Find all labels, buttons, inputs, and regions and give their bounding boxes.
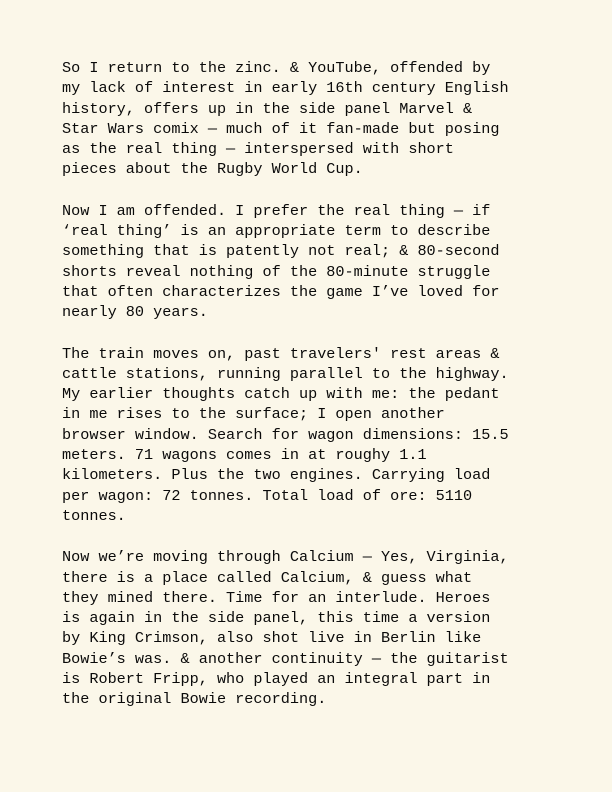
paragraph-calcium-interlude: Now we’re moving through Calcium — Yes, Virginia, there is a place called Calcium, & guess what they mined there. Time for an interlude. Heroes is again in the side panel, this time a version by King Crimson, also shot live in Berlin like Bowie’s was. & another continuity — the guitarist is Robert Fripp, who played an integral part in the original Bowie recording. — [62, 548, 509, 709]
paragraph-real-thing: Now I am offended. I prefer the real thing — if ‘real thing’ is an appropriate term to describe something that is patently not real; & 80-second shorts reveal nothing of the 80-minute struggle that often characterizes the game I’ve loved for nearly 80 years. — [62, 201, 500, 322]
body-text — [62, 58, 552, 731]
paragraph-zinc-youtube: So I return to the zinc. & YouTube, offended by my lack of interest in early 16th century English history, offers up in the side panel Marvel & Star Wars comix — much of it fan-made but posing as the real thing — interspersed with short pieces about the Rugby World Cup. — [62, 59, 509, 179]
paragraph-train-wagons: The train moves on, past travelers' rest areas & cattle stations, running parallel to the highway. My earlier thoughts catch up with me: the pedant in me rises to the surface; I open another browser window. Search for wagon dimensions: 15.5 meters. 71 wagons comes in at roughy 1.1 kilometers. Plus the two engines. Carrying load per wagon: 72 tonnes. Total load of ore: 5110 tonnes. — [62, 344, 509, 525]
